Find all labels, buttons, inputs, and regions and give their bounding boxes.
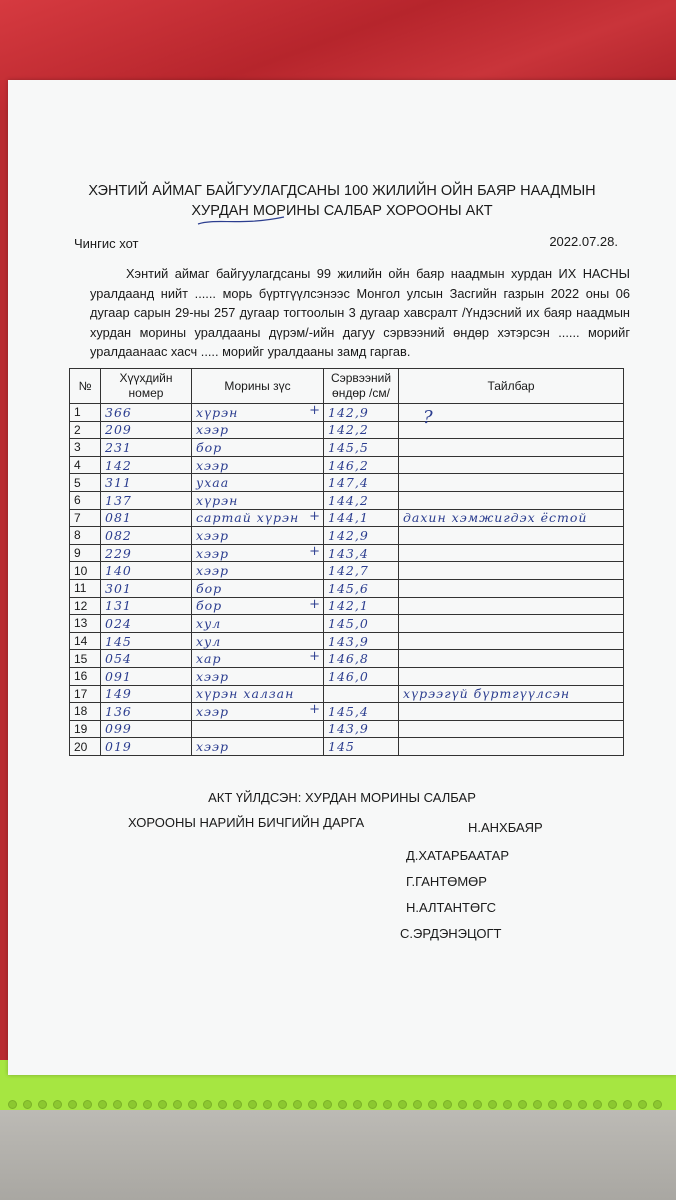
table-row <box>70 650 624 668</box>
perforation-hole <box>488 1100 497 1109</box>
withers-height: 142,1 <box>324 597 399 615</box>
horse-color-text: хул <box>196 615 222 631</box>
horse-color <box>192 738 324 756</box>
horse-color-text: бор <box>196 598 223 614</box>
child-number: 091 <box>101 667 192 685</box>
perforation-hole <box>83 1100 92 1109</box>
table-header-row <box>70 369 624 404</box>
document-title-line2: ХУРДАН МОРИНЫ САЛБАР ХОРООНЫ АКТ <box>191 203 493 219</box>
child-number: 054 <box>101 650 192 668</box>
horse-color-text: хүрэн халзан <box>196 686 295 702</box>
row-note <box>399 579 624 597</box>
withers-height: 145,4 <box>324 703 399 721</box>
table-row <box>70 562 624 580</box>
question-mark-annotation: ? <box>423 407 433 428</box>
row-note <box>399 615 624 633</box>
child-number: 229 <box>101 544 192 562</box>
child-number: 019 <box>101 738 192 756</box>
row-note <box>399 667 624 685</box>
withers-height: 142,9 <box>324 404 399 422</box>
plus-mark: + <box>309 508 320 524</box>
perforation-hole <box>353 1100 362 1109</box>
row-note: хүрээгүй бүртгүүлсэн <box>399 685 624 703</box>
withers-height: 143,9 <box>324 632 399 650</box>
perforation-hole <box>413 1100 422 1109</box>
perforation-hole <box>53 1100 62 1109</box>
perforation-hole <box>248 1100 257 1109</box>
row-number: 1 <box>70 404 101 422</box>
perforation-hole <box>443 1100 452 1109</box>
horse-color <box>192 562 324 580</box>
footer-line2: ХОРООНЫ НАРИЙН БИЧГИЙН ДАРГА <box>128 815 365 830</box>
row-number: 16 <box>70 667 101 685</box>
perforation-hole <box>473 1100 482 1109</box>
row-number: 5 <box>70 474 101 492</box>
withers-height: 143,9 <box>324 720 399 738</box>
child-number: 024 <box>101 615 192 633</box>
withers-height: 145 <box>324 738 399 756</box>
perforation-hole <box>368 1100 377 1109</box>
row-note <box>399 544 624 562</box>
horse-color-text: хээр <box>196 668 230 684</box>
signatory: Н.АНХБАЯР <box>468 820 543 835</box>
child-number: 231 <box>101 439 192 457</box>
perforation-hole <box>188 1100 197 1109</box>
child-number: 137 <box>101 491 192 509</box>
perforation-hole <box>398 1100 407 1109</box>
child-number: 131 <box>101 597 192 615</box>
table-row <box>70 456 624 474</box>
horse-color <box>192 544 324 562</box>
withers-height: 147,4 <box>324 474 399 492</box>
horse-color <box>192 456 324 474</box>
withers-height: 146,2 <box>324 456 399 474</box>
horse-color-text: ухаа <box>196 475 230 491</box>
withers-height <box>324 685 399 703</box>
perforation-hole <box>383 1100 392 1109</box>
horse-color <box>192 720 324 738</box>
table-row <box>70 544 624 562</box>
table-row <box>70 615 624 633</box>
perforation-hole <box>263 1100 272 1109</box>
withers-height: 145,6 <box>324 579 399 597</box>
handwritten-underline <box>196 214 286 228</box>
row-note <box>399 632 624 650</box>
table-surface <box>0 1110 676 1200</box>
plus-mark: + <box>309 403 320 418</box>
perforation-hole <box>293 1100 302 1109</box>
withers-height: 144,2 <box>324 491 399 509</box>
horse-color <box>192 491 324 509</box>
perforation-hole <box>458 1100 467 1109</box>
perforation-hole <box>428 1100 437 1109</box>
perforation-hole <box>308 1100 317 1109</box>
row-number: 10 <box>70 562 101 580</box>
withers-height: 143,4 <box>324 544 399 562</box>
horse-color <box>192 685 324 703</box>
perforation-hole <box>518 1100 527 1109</box>
withers-height: 144,1 <box>324 509 399 527</box>
child-number: 366 <box>101 404 192 422</box>
perforation-hole <box>158 1100 167 1109</box>
header-no: № <box>70 369 101 404</box>
horse-color-text: хар <box>196 651 222 667</box>
row-number: 19 <box>70 720 101 738</box>
horse-color <box>192 439 324 457</box>
horse-color <box>192 474 324 492</box>
perforation-hole <box>608 1100 617 1109</box>
signatory: Д.ХАТАРБААТАР <box>406 848 510 863</box>
child-number: 099 <box>101 720 192 738</box>
perforation-hole <box>233 1100 242 1109</box>
document-title-line1: ХЭНТИЙ АЙМАГ БАЙГУУЛАГДСАНЫ 100 ЖИЛИЙН ОЙН БАЯР НААДМЫН <box>88 183 596 199</box>
row-number: 18 <box>70 703 101 721</box>
horse-color <box>192 703 324 721</box>
row-note <box>399 527 624 545</box>
plus-mark: + <box>309 702 320 718</box>
perforation-hole <box>218 1100 227 1109</box>
row-number: 4 <box>70 456 101 474</box>
withers-height: 142,9 <box>324 527 399 545</box>
row-number: 9 <box>70 544 101 562</box>
horse-color <box>192 650 324 668</box>
horse-color-text: хүрэн <box>196 492 239 508</box>
child-number: 142 <box>101 456 192 474</box>
table-row <box>70 632 624 650</box>
row-note <box>399 597 624 615</box>
withers-height: 145,0 <box>324 615 399 633</box>
row-note <box>399 650 624 668</box>
withers-height: 146,0 <box>324 667 399 685</box>
child-number: 209 <box>101 421 192 439</box>
document-paragraph: Хэнтий аймаг байгуулагдсаны 99 жилийн ойн баяр наадмын хурдан ИХ НАСНЫ уралдаанд нийт ...... морь бүртгүүлсэнээс Монгол улсын Засгийн газрын 2022 оны 06 дугаар сарын 29-ны 257 дугаар тогтоолын 3 дугаар хавсралт /Үндэсний их баяр наадмын хурдан морины уралдааны дүрэм/-ийн дагуу сэрвээний өндөр хэтэрсэн ...... морийг уралдаанаас хасч ..... морийг уралдааны замд гаргав. <box>90 266 630 359</box>
document-date: 2022.07.28. <box>549 234 618 249</box>
header-note: Тайлбар <box>399 369 624 404</box>
horse-color <box>192 509 324 527</box>
withers-height: 146,8 <box>324 650 399 668</box>
perforation-hole <box>113 1100 122 1109</box>
table-row <box>70 720 624 738</box>
perforation-hole <box>563 1100 572 1109</box>
withers-height: 145,5 <box>324 439 399 457</box>
document-paper <box>8 80 676 1075</box>
row-number: 13 <box>70 615 101 633</box>
row-note <box>399 439 624 457</box>
row-number: 15 <box>70 650 101 668</box>
perforation-hole <box>143 1100 152 1109</box>
horse-color-text: хүрэн <box>196 404 239 420</box>
table-row <box>70 509 624 527</box>
horse-color <box>192 404 324 422</box>
header-color: Морины зүс <box>192 369 324 404</box>
document-city: Чингис хот <box>74 236 139 251</box>
signatory: Н.АЛТАНТӨГС <box>406 900 496 915</box>
row-number: 12 <box>70 597 101 615</box>
table-row <box>70 703 624 721</box>
perforation-hole <box>533 1100 542 1109</box>
row-note <box>399 720 624 738</box>
row-note <box>399 456 624 474</box>
withers-height: 142,7 <box>324 562 399 580</box>
perforation-hole <box>548 1100 557 1109</box>
child-number: 149 <box>101 685 192 703</box>
row-note <box>399 562 624 580</box>
row-note <box>399 491 624 509</box>
header-id: Хүүхдийн номер <box>101 369 192 404</box>
child-number: 081 <box>101 509 192 527</box>
horse-color-text: бор <box>196 580 223 596</box>
child-number: 145 <box>101 632 192 650</box>
horse-color <box>192 615 324 633</box>
plus-mark: + <box>309 596 320 612</box>
horse-color-text: хээр <box>196 739 230 755</box>
table-row <box>70 579 624 597</box>
perforation-hole <box>173 1100 182 1109</box>
child-number: 140 <box>101 562 192 580</box>
row-note: дахин хэмжигдэх ёстой <box>399 509 624 527</box>
horse-color <box>192 527 324 545</box>
row-number: 20 <box>70 738 101 756</box>
perforation-hole <box>323 1100 332 1109</box>
horse-color-text: хээр <box>196 527 230 543</box>
folder-perforation <box>8 1100 668 1110</box>
footer-line1: АКТ ҮЙЛДСЭН: ХУРДАН МОРИНЫ САЛБАР <box>208 790 476 805</box>
horse-color <box>192 421 324 439</box>
horse-color <box>192 597 324 615</box>
perforation-hole <box>203 1100 212 1109</box>
row-number: 7 <box>70 509 101 527</box>
perforation-hole <box>128 1100 137 1109</box>
perforation-hole <box>23 1100 32 1109</box>
horse-color-text: хул <box>196 633 222 649</box>
child-number: 082 <box>101 527 192 545</box>
table-row <box>70 527 624 545</box>
table-row <box>70 439 624 457</box>
child-number: 136 <box>101 703 192 721</box>
horse-color-text: хээр <box>196 545 230 561</box>
row-number: 11 <box>70 579 101 597</box>
table-row <box>70 491 624 509</box>
row-number: 3 <box>70 439 101 457</box>
perforation-hole <box>278 1100 287 1109</box>
perforation-hole <box>578 1100 587 1109</box>
horse-measurement-table <box>69 368 624 756</box>
horse-color <box>192 579 324 597</box>
row-number: 17 <box>70 685 101 703</box>
row-note <box>399 738 624 756</box>
table-row <box>70 597 624 615</box>
perforation-hole <box>503 1100 512 1109</box>
horse-color-text: бор <box>196 439 223 455</box>
perforation-hole <box>38 1100 47 1109</box>
horse-color-text: хээр <box>196 457 230 473</box>
table-row <box>70 474 624 492</box>
signatory: С.ЭРДЭНЭЦОГТ <box>400 926 502 941</box>
child-number: 301 <box>101 579 192 597</box>
perforation-hole <box>653 1100 662 1109</box>
row-number: 14 <box>70 632 101 650</box>
perforation-hole <box>623 1100 632 1109</box>
header-height: Сэрвээний өндөр /см/ <box>324 369 399 404</box>
row-number: 6 <box>70 491 101 509</box>
plus-mark: + <box>309 649 320 665</box>
plus-mark: + <box>309 543 320 559</box>
perforation-hole <box>98 1100 107 1109</box>
signatory: Г.ГАНТӨМӨР <box>406 874 487 889</box>
perforation-hole <box>338 1100 347 1109</box>
table-row <box>70 404 624 422</box>
child-number: 311 <box>101 474 192 492</box>
horse-color <box>192 667 324 685</box>
perforation-hole <box>68 1100 77 1109</box>
horse-color-text: хээр <box>196 563 230 579</box>
row-number: 2 <box>70 421 101 439</box>
withers-height: 142,2 <box>324 421 399 439</box>
row-number: 8 <box>70 527 101 545</box>
horse-color-text: сартай хүрэн <box>196 510 300 526</box>
row-note <box>399 703 624 721</box>
perforation-hole <box>8 1100 17 1109</box>
row-note <box>399 474 624 492</box>
perforation-hole <box>593 1100 602 1109</box>
perforation-hole <box>638 1100 647 1109</box>
horse-color-text: хээр <box>196 703 230 719</box>
table-row <box>70 421 624 439</box>
table-row <box>70 667 624 685</box>
horse-color-text: хээр <box>196 422 230 438</box>
horse-color <box>192 632 324 650</box>
table-row <box>70 685 624 703</box>
table-row <box>70 738 624 756</box>
